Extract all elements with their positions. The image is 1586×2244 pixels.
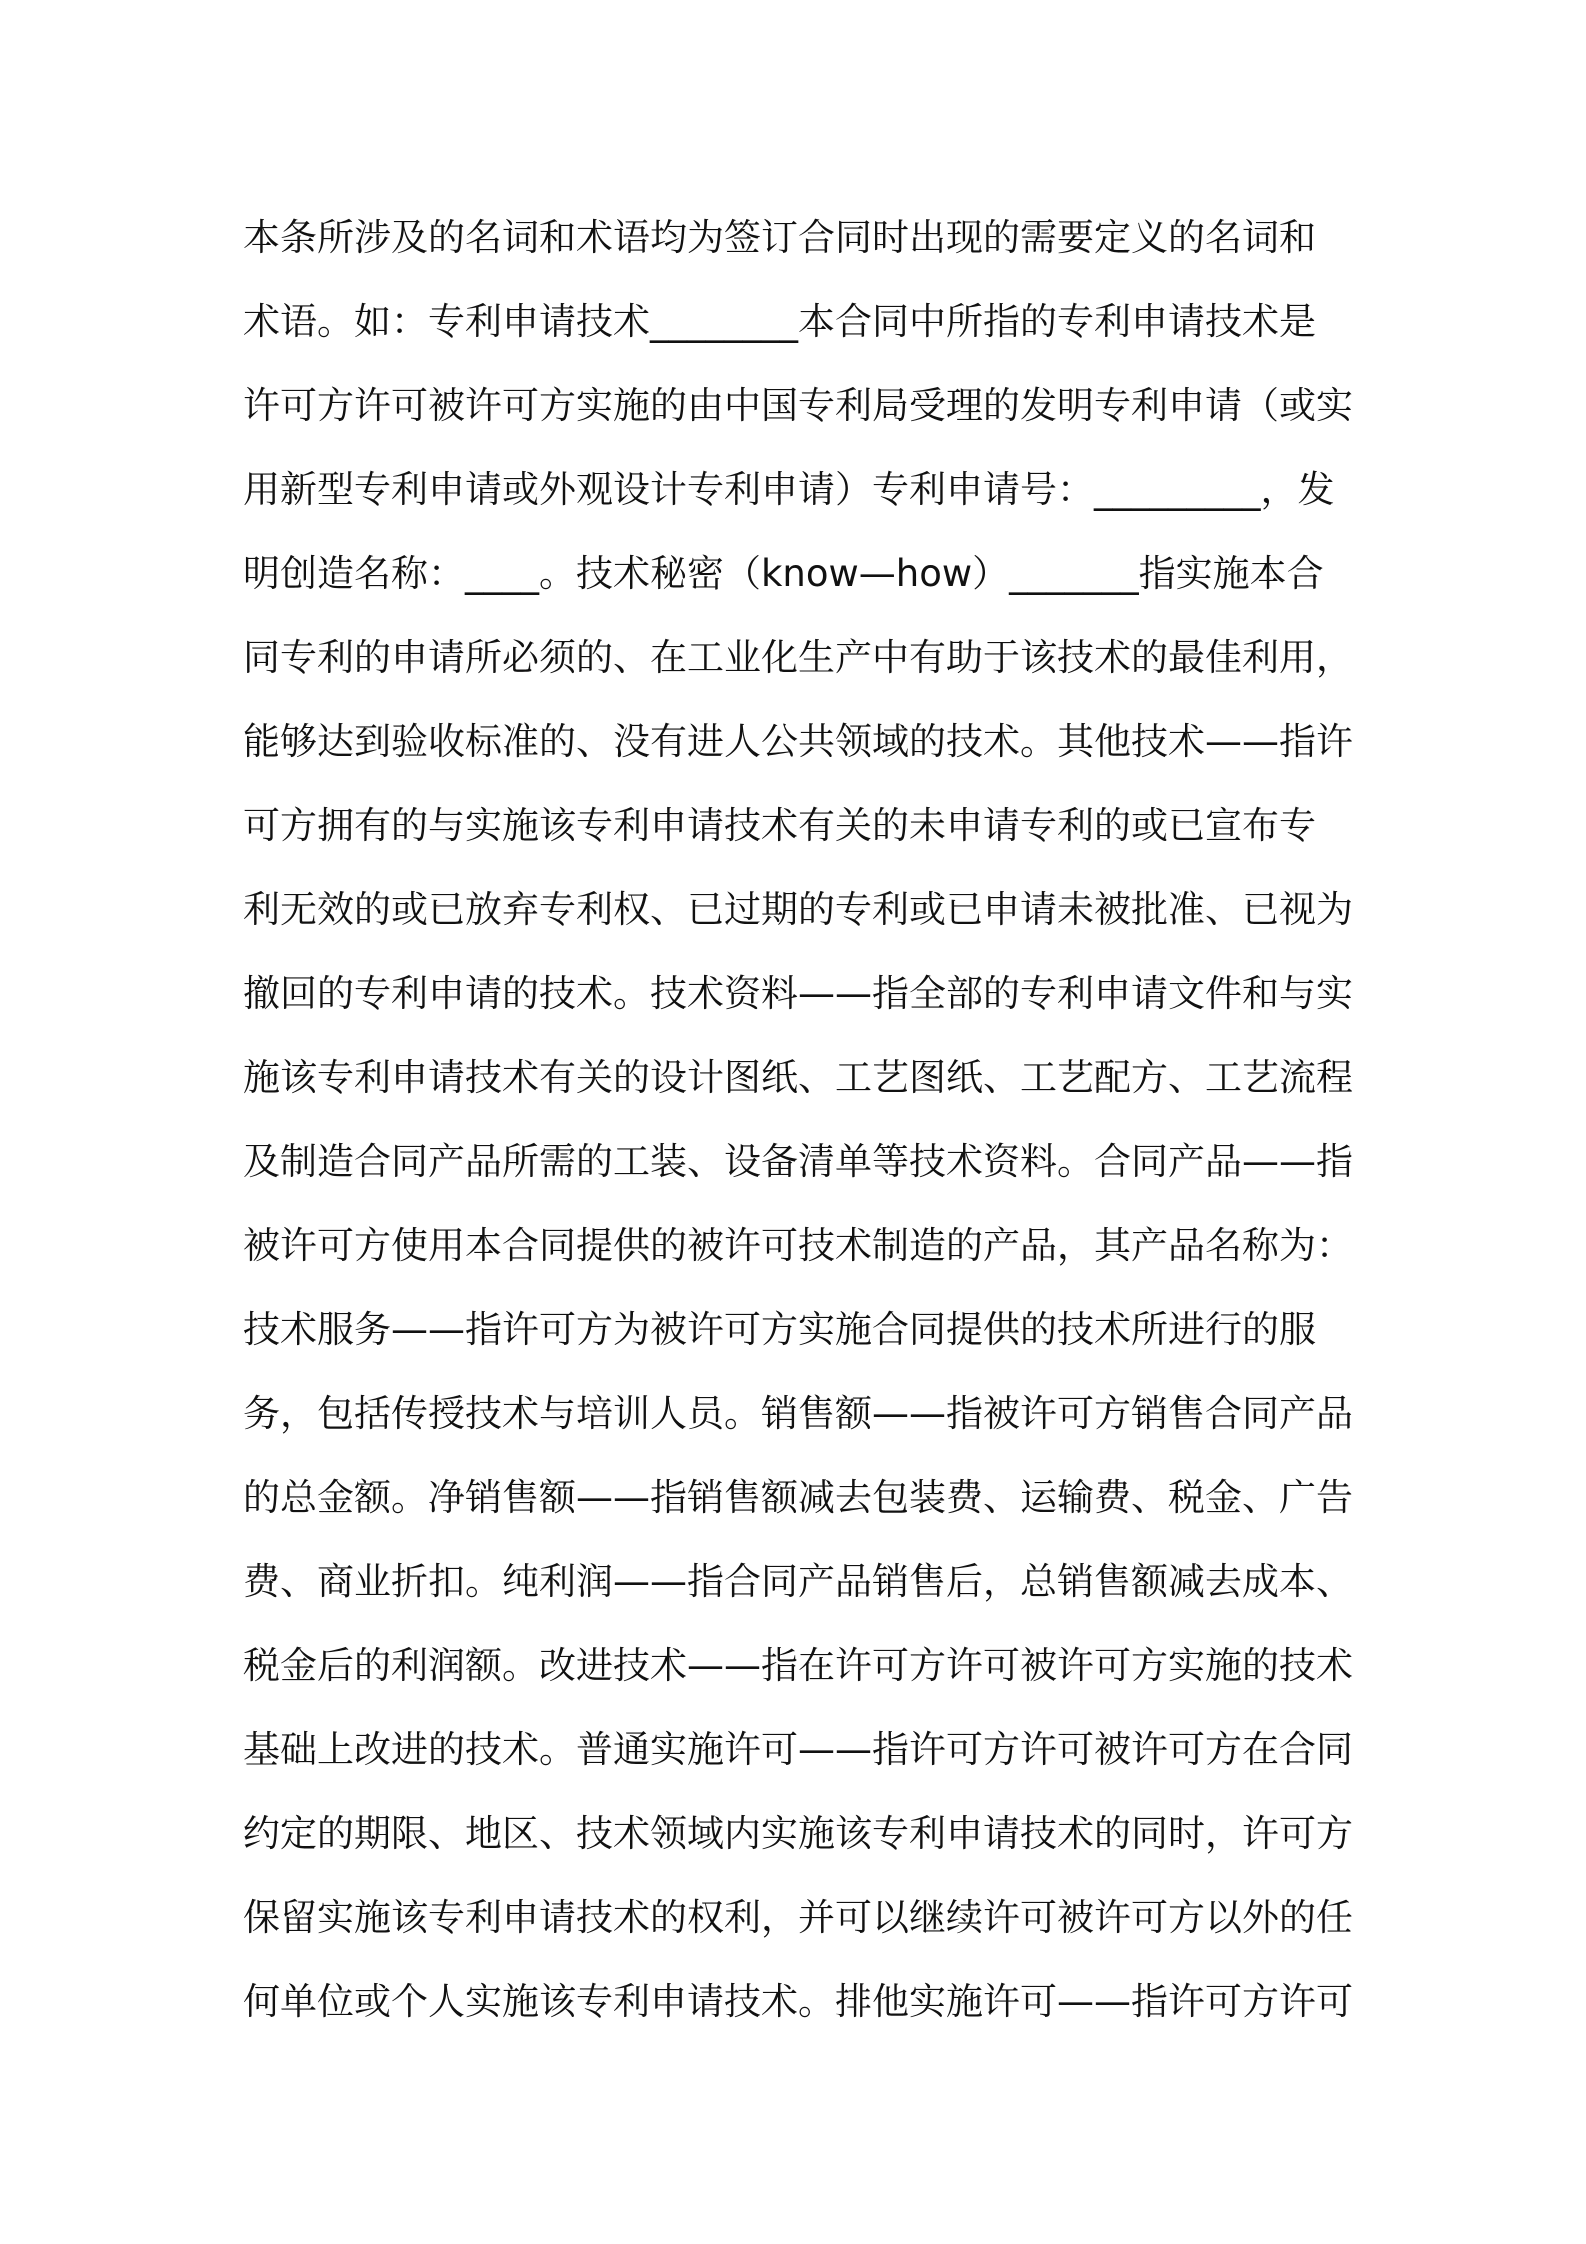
body-text — [243, 196, 1363, 2044]
text-line: 术语。如：专利申请技术________本合同中所指的专利申请技术是 — [243, 300, 1316, 343]
text-line: 约定的期限、地区、技术领域内实施该专利申请技术的同时，许可方 — [243, 1812, 1353, 1855]
text-line: 用新型专利申请或外观设计专利申请）专利申请号：_________，发 — [243, 468, 1335, 511]
text-line: 保留实施该专利申请技术的权利，并可以继续许可被许可方以外的任 — [243, 1896, 1353, 1939]
text-line: 基础上改进的技术。普通实施许可——指许可方许可被许可方在合同 — [243, 1728, 1353, 1771]
text-line: 能够达到验收标准的、没有进人公共领域的技术。其他技术——指许 — [243, 720, 1353, 763]
text-line: 施该专利申请技术有关的设计图纸、工艺图纸、工艺配方、工艺流程 — [243, 1056, 1353, 1099]
text-line: 税金后的利润额。改进技术——指在许可方许可被许可方实施的技术 — [243, 1644, 1353, 1687]
text-line: 利无效的或已放弃专利权、已过期的专利或已申请未被批准、已视为 — [243, 888, 1353, 931]
text-line: 的总金额。净销售额——指销售额减去包装费、运输费、税金、广告 — [243, 1476, 1353, 1519]
text-line: 许可方许可被许可方实施的由中国专利局受理的发明专利申请（或实 — [243, 384, 1353, 427]
text-line: 同专利的申请所必须的、在工业化生产中有助于该技术的最佳利用， — [243, 636, 1353, 679]
text-line: 及制造合同产品所需的工装、设备清单等技术资料。合同产品——指 — [243, 1140, 1353, 1183]
text-line: 技术服务——指许可方为被许可方实施合同提供的技术所进行的服 — [243, 1308, 1316, 1351]
text-line: 明创造名称：____。技术秘密（know—how）_______指实施本合 — [243, 552, 1324, 595]
text-line: 本条所涉及的名词和术语均为签订合同时出现的需要定义的名词和 — [243, 216, 1316, 259]
text-line: 撤回的专利申请的技术。技术资料——指全部的专利申请文件和与实 — [243, 972, 1353, 1015]
text-line: 费、商业折扣。纯利润——指合同产品销售后，总销售额减去成本、 — [243, 1560, 1353, 1603]
text-line: 务，包括传授技术与培训人员。销售额——指被许可方销售合同产品 — [243, 1392, 1353, 1435]
text-line: 可方拥有的与实施该专利申请技术有关的未申请专利的或已宣布专 — [243, 804, 1316, 847]
text-line: 被许可方使用本合同提供的被许可技术制造的产品，其产品名称为： — [243, 1224, 1353, 1267]
text-line: 何单位或个人实施该专利申请技术。排他实施许可——指许可方许可 — [243, 1980, 1353, 2023]
